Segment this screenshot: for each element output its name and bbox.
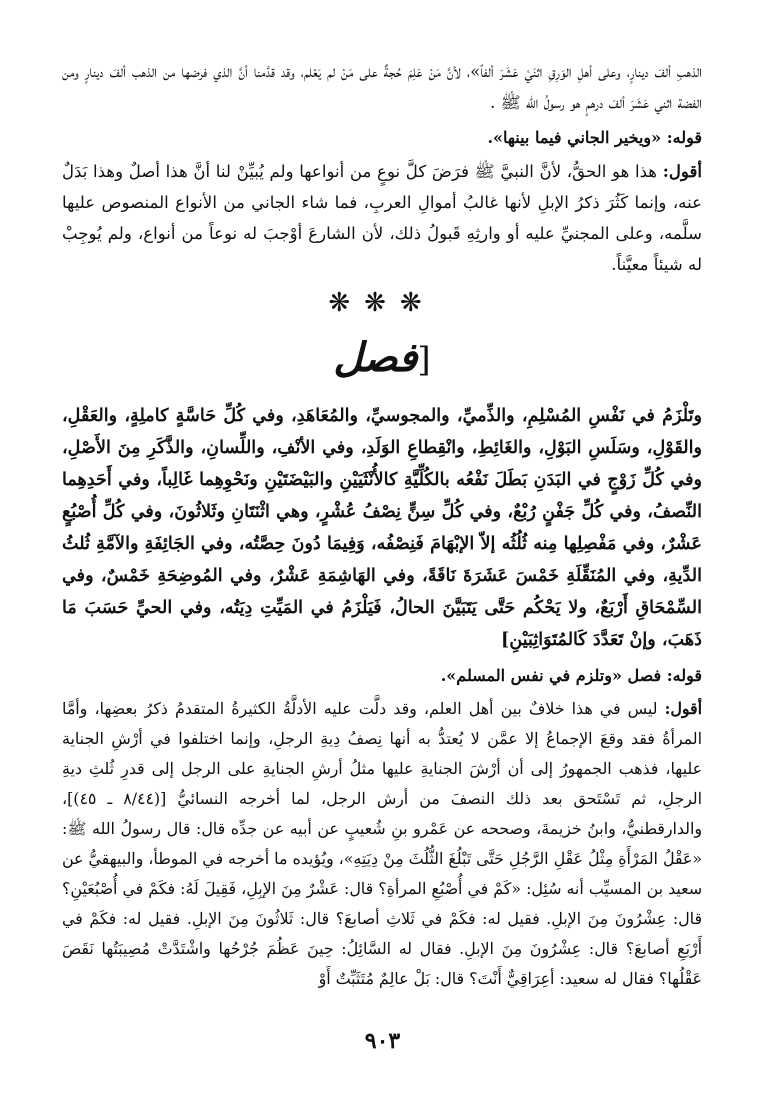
fasl-bracket: [ <box>417 340 431 380</box>
aqulu-paragraph-1 <box>62 156 702 280</box>
fasl-heading <box>62 330 702 392</box>
qawl-heading-2: قوله: فصل «وتلزم في نفس المسلم». <box>440 666 702 685</box>
aqulu-lead-2: أقول: <box>664 699 702 718</box>
section-divider-stars: ❋❋❋ <box>328 288 436 318</box>
top-paragraph: الذهبِ ألفَ دينارٍ، وعلى أهلِ الوَرِقِ اثنَيْ عَشَرَ ألفاً»، لأنَّ مَنْ عَلِمَ حُجةٌ على مَنْ لم يَعْلم، وقد قدَّمنا أنَّ الذي فرضها من الذهب ألفَ دينارٍ ومن الفضة اثني عَشَرَ ألفَ درهمٍ هو رسولُ الله ﷺ . <box>62 62 702 112</box>
qawl-heading-1: قوله: «ويخير الجاني فيما بينها». <box>487 128 702 147</box>
aqulu-paragraph-2 <box>62 694 702 994</box>
fasl-title: فصل <box>333 334 418 381</box>
page-body <box>62 56 702 994</box>
aqulu-text-1: هذا هو الحقُّ، لأنَّ النبيَّ ﷺ فرَضَ كلَّ نوعٍ من أنواعها ولم يُبيِّنْ لنا أنَّ هذا أصلٌ وهذا بَدَلٌ عنه، وإنما كَثُرَ ذكرُ الإبلِ لأنها غالبُ أموالِ العربِ، فما شاء الجاني من الأنواع المنصوص عليها سلَّمه، وعلى المجنيِّ عليه أو وارثِهِ قَبولُ ذلك، لأن الشارعَ أوْجبَ له نوعاً من أنواع، ولم يُوجِبْ له شيئاً معيَّناً. <box>62 162 702 274</box>
aqulu-lead-1: أقول: <box>662 161 702 181</box>
page-number: ٩٠٣ <box>364 1028 401 1054</box>
aqulu-text-2: ليس في هذا خلافٌ بين أهل العلم، وقد دلَّت عليه الأدلَّةُ الكثيرةُ المتقدمُ ذكرُ بعضِها، وأمَّا المرأةُ فقد وقعَ الإجماعُ إلا عمَّن لا يُعتدُّ به أنها نِصفُ دِيةِ الرجلِ، وإنما اختلفوا في أرْشِ الجناية عليها، فذهب الجمهورُ إلى أن أرْشَ الجنايةِ عليها مثلُ أرشِ الجنايةِ على الرجل إلى قدرِ ثُلثِ ديةِ الرجلِ، ثم تَسْتَحق بعد ذلك النصفَ من أرش الرجل، لما أخرجه النسائيُّ [(٨/٤٤ ـ ٤٥)]، والدارقطنيُّ، وابنُ خزيمةَ، وصححه عن عَمْرو بنِ شُعيبٍ عن أبيه عن جدِّه قال: قال رسولُ الله ﷺ: «عَقْلُ المَرْأَةِ مِثْلُ عَقْلِ الرَّجُلِ حَتَّى تَبْلُغَ الثُّلُثَ مِنْ دِيَتِهِ»، ويُؤيده ما أخرجه في الموطأ، والبيهقيُّ عن سعيد بن المسيِّب أنه سُئِل: «كَمْ في أُصْبُعِ المرأةِ؟ قال: عَشْرٌ مِنَ الإبِلِ، فَقِيلَ لَهُ: فكَمْ في أُصْبُعَيْنِ؟ قال: عِشْرُونَ مِنَ الإبلِ. فقيل له: فكَمْ في ثَلاثِ أصابعَ؟ قال: ثَلاثُونَ مِنَ الإبلِ. فقيل له: فكَمْ في أَرْبَعِ أصابعَ؟ قال: عِشْرُونَ مِنَ الإبلِ. فقال له السَّائِلُ: حِينَ عَظُمَ جُرْحُها واشْتَدَّتْ مُصِيبَتُها نَقَصَ عَقْلُها؟ فقال له سعيد: أعِرَاقِيٌّ أَنْتَ؟ قال: بَلْ عالِمٌ مُتَثَبِّتٌ أَوْ <box>62 699 703 988</box>
matn-paragraph: وتَلْزَمُ في نَفْسِ المُسْلِمِ، والذِّميِّ، والمجوسيِّ، والمُعَاهَدِ، وفي كُلِّ حَاسَّةٍ كاملِةٍ، والعَقْلِ، والقَوْلِ، وسَلَسِ البَوْلِ، والغَائِطِ، وانْقِطاعِ الوَلَدِ، وفي الأنْفِ، واللِّسانِ، والذَّكَرِ مِنَ الأَصْلِ، وفي كُلِّ زَوْجٍ في البَدَنِ بَطَلَ نَفْعُه بالكُلِّيَّةِ كالأُنْثَيَيْنِ والبَيْضَتَيْنِ ونَحْوِهِما غَالِباً، وفي أَحَدِهِما النِّصفُ، وفي كُلِّ جَفْنٍ رُبْعٌ، وفي كُلِّ سِنٍّ نِصْفُ عُشْرٍ، وهي اثْنَتَانِ وثَلاثُونَ، وفي كُلِّ أُصْبُعٍ عَشْرٌ، وفي مَفْصِلِها مِنه ثُلُثُه إلاّ الإبْهَامَ فَنِصْفُه، وَفِيمَا دُونَ حِصَّتُه، وفي الجَائِفَةِ والآمَّةِ ثُلثُ الدِّيةِ، وفي المُنَقِّلَةِ خَمْسَ عَشَرَةَ نَاقَةً، وفي الهَاشِمَةِ عَشْرٌ، وفي المُوضِحَةِ خَمْسٌ، وفي السِّمْحَاقِ أَرْبَعٌ، ولا يَحْكُم حَتَّى يَتَبَيَّنَ الحالُ، فَيَلْزَمُ في المَيِّتِ دِيَتُه، وفي الحيِّ حَسَبَ مَا ذَهَبَ، وإنْ تَعَدَّدَ كَالمُتَوَاثِبَيْنِ] <box>62 405 702 650</box>
